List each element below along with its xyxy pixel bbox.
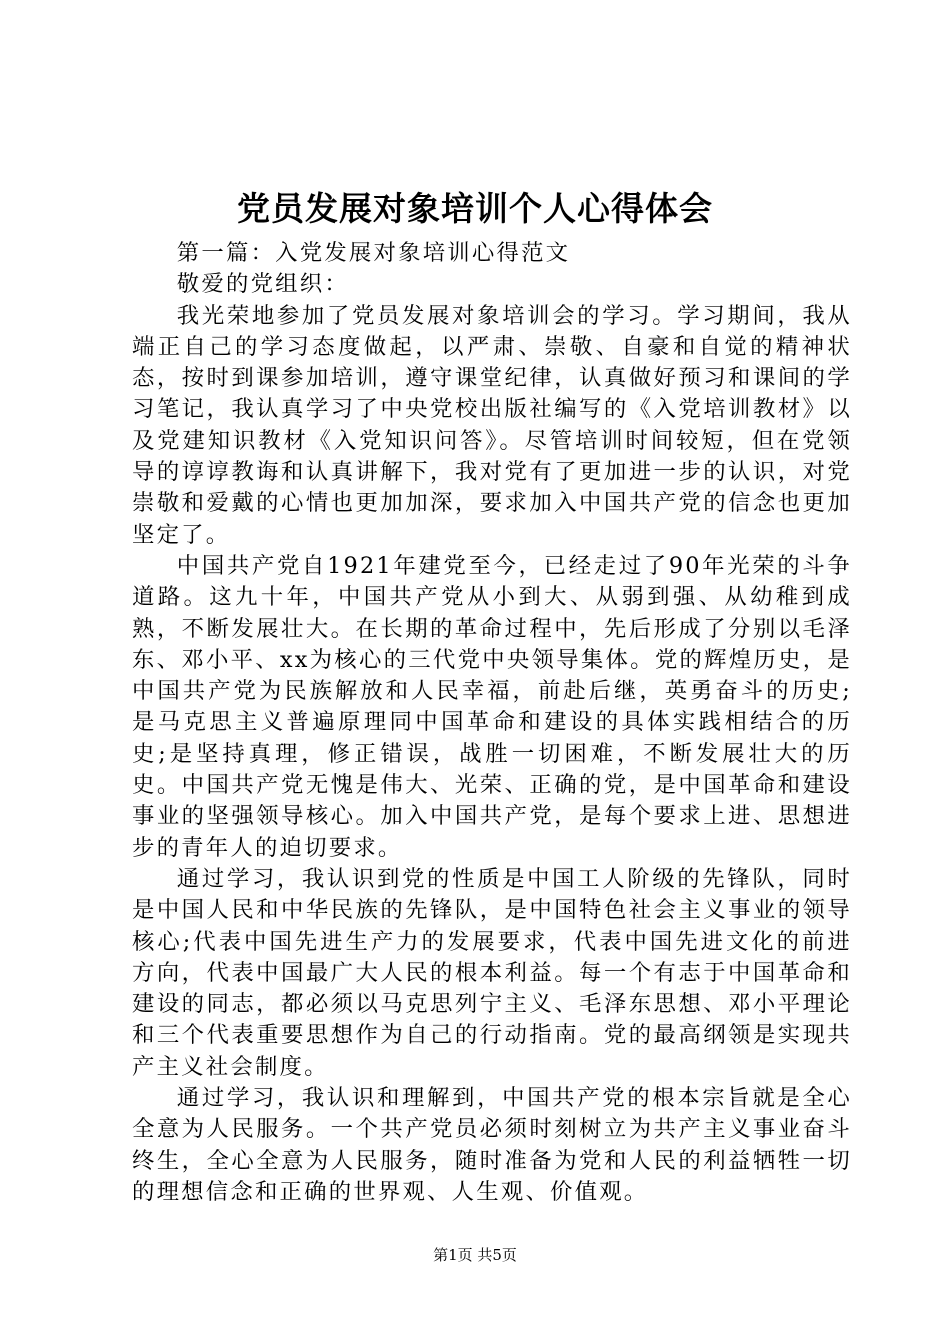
paragraph: 通过学习，我认识到党的性质是中国工人阶级的先锋队，同时是中国人民和中华民族的先锋队，是中国特色社会主义事业的领导核心;代表中国先进生产力的发展要求，代表中国先进文化的前进方向，代表中国最广大人民的根本利益。每一个有志于中国革命和建设的同志，都必须以马克思列宁主义、毛泽东思想、邓小平理论和三个代表重要思想作为自己的行动指南。党的最高纲领是实现共产主义社会制度。	[132, 865, 852, 1080]
document-body	[132, 238, 852, 1208]
page-footer: 第1页 共5页	[433, 1246, 517, 1264]
paragraph: 中国共产党自1921年建党至今，已经走过了90年光荣的斗争道路。这九十年，中国共产党从小到大、从弱到强、从幼稚到成熟，不断发展壮大。在长期的革命过程中，先后形成了分别以毛泽东、邓小平、xx为核心的三代党中央领导集体。党的辉煌历史，是中国共产党为民族解放和人民幸福，前赴后继，英勇奋斗的历史;是马克思主义普遍原理同中国革命和建设的具体实践相结合的历史;是坚持真理，修正错误，战胜一切困难，不断发展壮大的历史。中国共产党无愧是伟大、光荣、正确的党，是中国革命和建设事业的坚强领导核心。加入中国共产党，是每个要求上进、思想进步的青年人的迫切要求。	[132, 552, 852, 861]
salutation: 敬爱的党组织：	[176, 271, 349, 298]
document-title: 党员发展对象培训个人心得体会	[237, 189, 713, 228]
paragraph: 我光荣地参加了党员发展对象培训会的学习。学习期间，我从端正自己的学习态度做起，以严肃、崇敬、自豪和自觉的精神状态，按时到课参加培训，遵守课堂纪律，认真做好预习和课间的学习笔记，我认真学习了中央党校出版社编写的《入党培训教材》以及党建知识教材《入党知识问答》。尽管培训时间较短，但在党领导的谆谆教诲和认真讲解下，我对党有了更加进一步的认识，对党崇敬和爱戴的心情也更加加深，要求加入中国共产党的信念也更加坚定了。	[132, 302, 852, 548]
paragraph: 通过学习，我认识和理解到，中国共产党的根本宗旨就是全心全意为人民服务。一个共产党员必须时刻树立为共产主义事业奋斗终生，全心全意为人民服务，随时准备为党和人民的利益牺牲一切的理想信念和正确的世界观、人生观、价值观。	[132, 1085, 852, 1205]
section-heading: 第一篇：入党发展对象培训心得范文	[176, 240, 571, 266]
